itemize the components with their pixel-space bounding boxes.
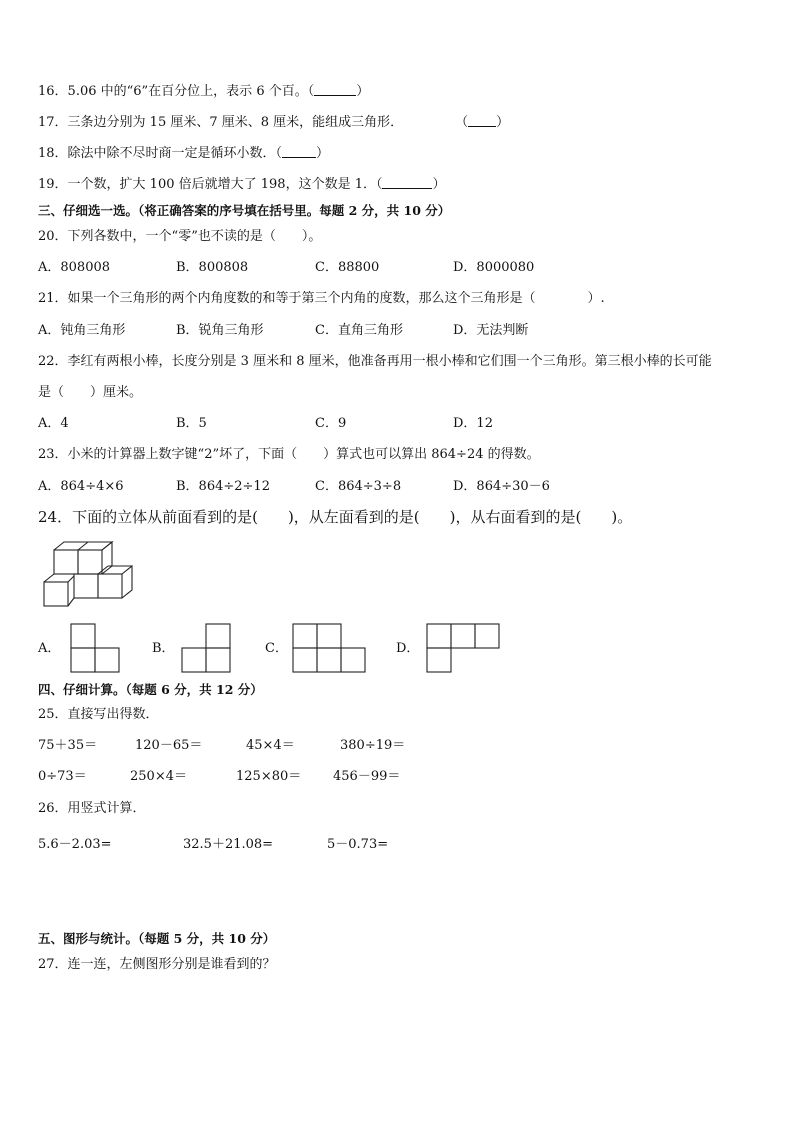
oral-calc-item: 380÷19＝ <box>340 738 406 753</box>
section-4-heading: 四、仔细计算。（每题 6 分，共 12 分） <box>38 682 263 697</box>
question-22-line-1: 22．李红有两根小棒，长度分别是 3 厘米和 8 厘米，他准备再用一根小棒和它们围一个三角形。第三根小棒的长可能 <box>38 354 712 369</box>
question-25-text: 25．直接写出得数． <box>38 707 159 722</box>
oral-calc-item: 45×4＝ <box>246 738 295 753</box>
q24-option-d-label[interactable]: D． <box>396 641 420 656</box>
q21-option-c[interactable]: C．直角三角形 <box>315 323 403 338</box>
oral-calc-item: 120－65＝ <box>135 738 203 753</box>
q24-option-b-label[interactable]: B． <box>152 641 175 656</box>
oral-calc-item: 250×4＝ <box>130 769 187 784</box>
question-26-text: 26．用竖式计算． <box>38 801 146 816</box>
paren-open: （ <box>455 115 469 130</box>
question-19 <box>38 176 445 194</box>
q21-option-a[interactable]: A．钝角三角形 <box>38 323 126 338</box>
answer-blank[interactable] <box>314 83 356 96</box>
q23-option-c[interactable]: C．864÷3÷8 <box>315 479 402 494</box>
q24-option-c-label[interactable]: C． <box>265 641 288 656</box>
q24-option-c-shape[interactable] <box>292 623 366 673</box>
question-20-text: 20．下列各数中，一个“零”也不读的是（ ）。 <box>38 229 322 244</box>
question-23-text: 23．小米的计算器上数字键“2”坏了，下面（ ）算式也可以算出 864÷24 的得数。 <box>38 447 540 462</box>
q23-option-a[interactable]: A．864÷4×6 <box>38 479 124 494</box>
q22-option-d[interactable]: D．12 <box>453 416 493 431</box>
section-3-heading: 三、仔细选一选。（将正确答案的序号填在括号里。每题 2 分，共 10 分） <box>38 203 451 218</box>
cube-figure <box>40 540 135 610</box>
question-17 <box>38 114 509 132</box>
question-27-text: 27．连一连，左侧图形分别是谁看到的？ <box>38 957 276 972</box>
question-16-text: 16．5.06 中的“6”在百分位上，表示 6 个百。（ <box>38 84 315 99</box>
q23-option-b[interactable]: B．864÷2÷12 <box>176 479 270 494</box>
oral-calc-item: 75＋35＝ <box>38 738 98 753</box>
answer-blank[interactable] <box>468 114 496 127</box>
q23-option-d[interactable]: D．864÷30－6 <box>453 479 550 494</box>
q20-option-a[interactable]: A．808008 <box>38 260 111 275</box>
paren-close: ） <box>496 115 510 130</box>
vertical-calc-item: 5－0.73= <box>327 837 389 852</box>
question-17-text: 17．三条边分别为 15 厘米、7 厘米、8 厘米，能组成三角形． <box>38 115 404 130</box>
oral-calc-item: 125×80＝ <box>236 769 302 784</box>
paren-close: ） <box>356 84 370 99</box>
question-18-text: 18．除法中除不尽时商一定是循环小数．（ <box>38 146 283 161</box>
q20-option-d[interactable]: D．8000080 <box>453 260 535 275</box>
q22-option-a[interactable]: A．4 <box>38 416 69 431</box>
question-24-text: 24．下面的立体从前面看到的是( )，从左面看到的是( )，从右面看到的是( )。 <box>38 508 633 526</box>
q22-option-c[interactable]: C．9 <box>315 416 347 431</box>
q21-option-d[interactable]: D．无法判断 <box>453 323 529 338</box>
vertical-calc-item: 5.6－2.03= <box>38 837 112 852</box>
q20-option-c[interactable]: C．88800 <box>315 260 380 275</box>
paren-close: ） <box>316 146 330 161</box>
question-22-line-2: 是（ ）厘米。 <box>38 385 143 400</box>
question-16 <box>38 83 369 101</box>
q24-option-a-shape[interactable] <box>70 623 120 673</box>
q20-option-b[interactable]: B．800808 <box>176 260 249 275</box>
oral-calc-item: 0÷73＝ <box>38 769 87 784</box>
section-5-heading: 五、图形与统计。（每题 5 分，共 10 分） <box>38 931 276 946</box>
q24-option-b-shape[interactable] <box>181 623 231 673</box>
answer-blank[interactable] <box>382 176 432 189</box>
paren-close: ） <box>432 177 446 192</box>
vertical-calc-item: 32.5＋21.08= <box>183 837 274 852</box>
q24-option-a-label[interactable]: A． <box>38 641 61 656</box>
q22-option-b[interactable]: B．5 <box>176 416 207 431</box>
q21-option-b[interactable]: B．锐角三角形 <box>176 323 264 338</box>
oral-calc-item: 456－99＝ <box>333 769 401 784</box>
q24-option-d-shape[interactable] <box>426 623 500 673</box>
answer-blank[interactable] <box>282 145 316 158</box>
question-18 <box>38 145 329 163</box>
question-21-text: 21．如果一个三角形的两个内角度数的和等于第三个内角的度数，那么这个三角形是（ ）. <box>38 291 605 306</box>
question-19-text: 19．一个数，扩大 100 倍后就增大了 198，这个数是 1．（ <box>38 177 383 192</box>
